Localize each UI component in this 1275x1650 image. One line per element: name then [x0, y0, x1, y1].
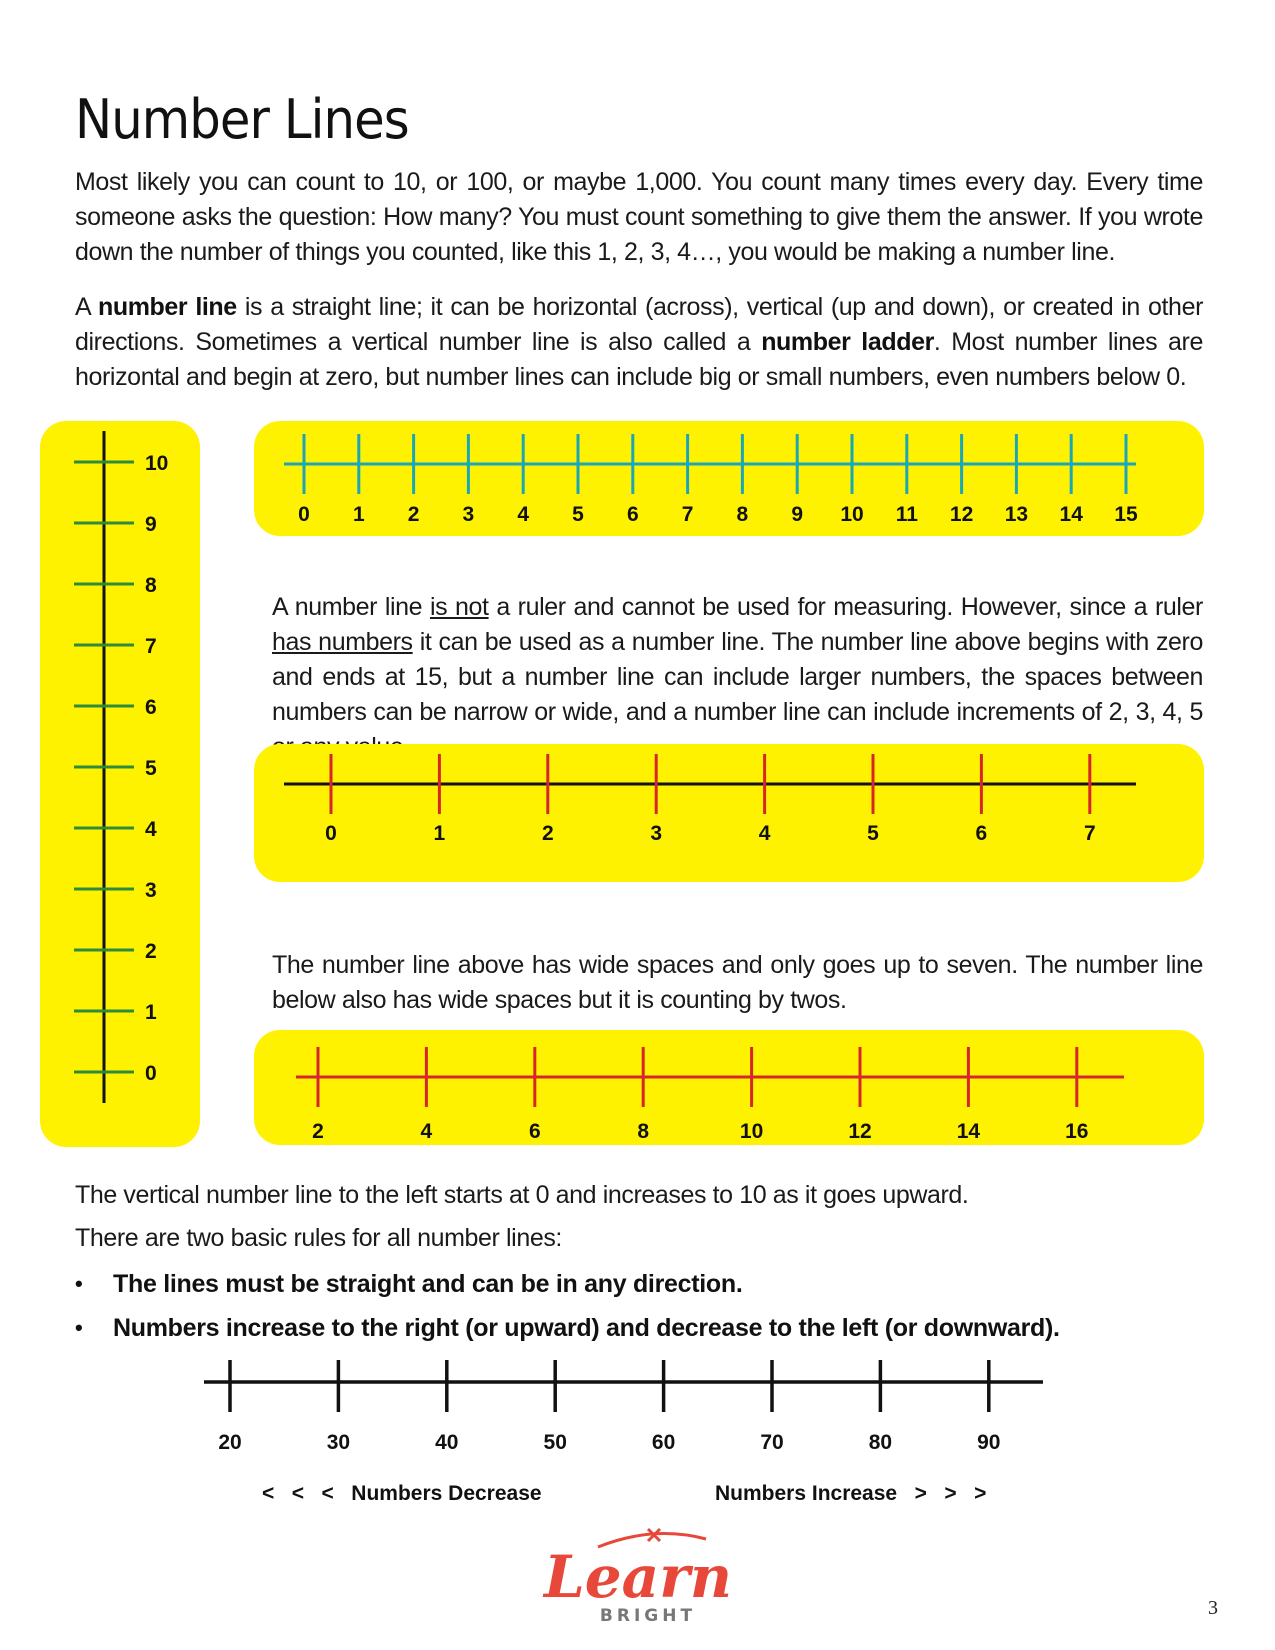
tick-label: 15: [1114, 503, 1138, 526]
tick-label: 5: [867, 822, 879, 845]
text-run: . Most number lines are horizontal and begin at zero, but number lines can include big or small numbers, even numbers below 0.: [75, 328, 1203, 391]
tick-label: 13: [1004, 503, 1029, 526]
wide-spaces-paragraph: The number line above has wide spaces and only goes up to seven. The number line below also has wide spaces but it is counting by twos.: [272, 951, 1203, 1014]
tick-label: 6: [528, 1120, 541, 1143]
tick-label: 50: [543, 1431, 567, 1454]
tick-label: 7: [145, 635, 157, 658]
tick-label: 14: [956, 1120, 981, 1143]
underlined-is-not: is not: [429, 593, 489, 621]
tick-label: 5: [572, 503, 584, 526]
rules-intro: There are two basic rules for all number lines:: [75, 1224, 562, 1252]
tick-label: 11: [895, 503, 918, 526]
tick-label: 70: [760, 1431, 784, 1454]
vertical-explanation: The vertical number line to the left starts at 0 and increases to 10 as it goes upward.: [75, 1181, 969, 1209]
logo-word: Learn: [544, 1543, 732, 1611]
tick-label: 80: [868, 1431, 893, 1454]
tick-label: 30: [326, 1431, 351, 1454]
tick-label: 3: [650, 822, 663, 845]
tick-label: 1: [145, 1001, 157, 1024]
intro-paragraph: Most likely you can count to 10, or 100, or maybe 1,000. You count many times every day. Every time someone asks the question: How many? You must count something to give them the answer. If you wrote down the number of things you counted, like this 1, 2, 3, 4…, you would be making a number line.: [75, 168, 1203, 266]
term-number-ladder: number ladder: [761, 328, 934, 356]
number-line-by-twos-panel: [254, 1030, 1204, 1145]
underlined-has-numbers: has numbers: [272, 628, 413, 656]
tick-label: 0: [145, 1062, 157, 1085]
tick-label: 6: [975, 822, 988, 845]
tick-label: 20: [218, 1431, 242, 1454]
tick-label: 7: [1083, 822, 1096, 845]
tick-label: 0: [298, 503, 310, 526]
rule-item: • Numbers increase to the right (or upward) and decrease to the left (or downward).: [75, 1306, 1060, 1350]
number-line-20-90: [200, 1360, 1080, 1460]
tick-label: 1: [433, 822, 446, 845]
numbers-increase-label: Numbers Increase > > >: [715, 1482, 987, 1505]
tick-label: 8: [637, 1120, 650, 1143]
tick-label: 6: [626, 503, 639, 526]
number-line-0-15-panel: [254, 421, 1204, 536]
text-run: A number line: [272, 593, 430, 621]
tick-label: 14: [1059, 503, 1083, 526]
tick-label: 4: [420, 1120, 433, 1143]
tick-label: 1: [352, 503, 365, 526]
tick-label: 9: [791, 503, 804, 526]
tick-label: 2: [145, 940, 157, 963]
tick-label: 4: [517, 503, 530, 526]
page-title: Number Lines: [75, 88, 409, 151]
vertical-number-line: [40, 421, 200, 1147]
tick-label: 10: [739, 1120, 764, 1143]
text-run: is a straight line; it can be horizontal (across), vertical (up and down), or created in other directions. Sometimes a vertical number line is also called a: [75, 293, 1203, 356]
learn-bright-logo: [528, 1525, 748, 1625]
tick-label: 12: [848, 1120, 872, 1143]
definition-paragraph: [75, 290, 1203, 395]
vertical-number-line-panel: [40, 421, 200, 1147]
tick-label: 10: [840, 503, 864, 526]
tick-label: 2: [312, 1120, 324, 1143]
tick-label: 4: [758, 822, 771, 845]
page-number: 3: [1208, 1597, 1218, 1619]
number-line-0-7-panel: [254, 744, 1204, 882]
numbers-decrease-label: < < < Numbers Decrease: [262, 1482, 542, 1505]
tick-label: 16: [1065, 1120, 1089, 1143]
tick-label: 2: [541, 822, 554, 845]
tick-label: 5: [145, 757, 157, 780]
logo-subtitle: BRIGHT: [599, 1606, 697, 1625]
ruler-paragraph: [272, 590, 1203, 765]
tick-label: 3: [145, 879, 157, 902]
number-line-0-15: [254, 421, 1204, 536]
tick-label: 6: [145, 696, 157, 719]
tick-label: 8: [145, 574, 157, 597]
tick-label: 7: [681, 503, 694, 526]
tick-label: 9: [145, 513, 157, 536]
term-number-line: number line: [97, 293, 237, 321]
tick-label: 2: [407, 503, 420, 526]
tick-label: 3: [462, 503, 475, 526]
rules-list: [75, 1262, 1060, 1350]
tick-label: 4: [145, 818, 157, 841]
tick-label: 8: [736, 503, 749, 526]
text-run: a ruler and cannot be used for measuring. However, since a ruler: [488, 593, 1203, 621]
number-line-by-twos: [254, 1030, 1204, 1145]
text-run: A: [75, 293, 98, 321]
tick-label: 10: [145, 452, 169, 475]
tick-label: 40: [435, 1431, 459, 1454]
tick-label: 60: [651, 1431, 676, 1454]
tick-label: 0: [325, 822, 337, 845]
number-line-0-7: [254, 744, 1204, 882]
text-run: it can be used as a number line. The number line above begins with zero and ends at 15, but a number line can include larger numbers, the spaces between numbers can be narrow or wide, and a number line can include increments of 2, 3, 4, 5: [272, 628, 1203, 726]
tick-label: 90: [977, 1431, 1001, 1454]
rule-item: • The lines must be straight and can be in any direction.: [75, 1262, 1060, 1306]
tick-label: 12: [949, 503, 974, 526]
